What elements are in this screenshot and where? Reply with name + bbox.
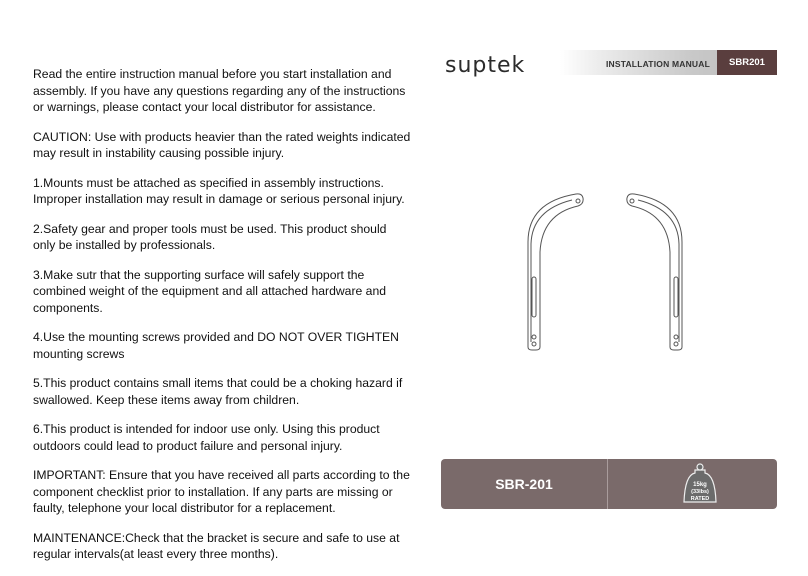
- caution-paragraph: CAUTION: Use with products heavier than the rated weights indicated may result in instability causing possible injury.: [33, 129, 411, 160]
- instructions-column: [33, 66, 411, 576]
- bracket-left-illustration: [526, 192, 586, 352]
- instruction-item-3: 3.Make sutr that the supporting surface will safely support the combined weight of the equipment and all attached hardware and components.: [33, 267, 386, 315]
- footer-bar: [441, 459, 777, 509]
- weight-lbs-text: (33lbs): [691, 489, 709, 495]
- intro-paragraph: Read the entire instruction manual before you start installation and assembly. If you have any questions regarding any of the instructions or warnings, please contact your local distributor for assistance.: [33, 67, 406, 114]
- manual-label: INSTALLATION MANUAL: [605, 59, 710, 69]
- maintenance-paragraph: MAINTENANCE:Check that the bracket is secure and safe to use at regular intervals(at least every three months).: [33, 530, 400, 561]
- model-tag: SBR201: [717, 50, 777, 75]
- footer-model-name: SBR-201: [495, 476, 553, 492]
- brand-logo-text: suptek: [445, 53, 526, 78]
- instruction-item-1: 1.Mounts must be attached as specified in assembly instructions. Improper installation may result in damage or serious personal injury.: [33, 175, 405, 206]
- weight-kg-text: 15kg: [693, 482, 707, 488]
- instruction-item-5: 5.This product contains small items that could be a choking hazard if swallowed. Keep these items away from children.: [33, 376, 403, 407]
- weight-rating-icon: [682, 462, 718, 506]
- instruction-item-4: 4.Use the mounting screws provided and DO NOT OVER TIGHTEN mounting screws: [33, 330, 399, 361]
- important-paragraph: IMPORTANT: Ensure that you have received all parts according to the component checklist prior to installation. If any parts are missing or faulty, telephone your local distributor for a replacement.: [33, 468, 410, 515]
- suptek-logo: [445, 50, 529, 80]
- weight-rated-text: RATED: [690, 496, 710, 502]
- instruction-item-2: 2.Safety gear and proper tools must be used. This product should only be installed by professionals.: [33, 221, 387, 252]
- footer-divider: [607, 459, 608, 509]
- header-bar: [560, 50, 777, 75]
- bracket-right-illustration: [624, 192, 684, 352]
- instruction-item-6: 6.This product is intended for indoor use only. Using this product outdoors could lead to product failure and personal injury.: [33, 422, 380, 453]
